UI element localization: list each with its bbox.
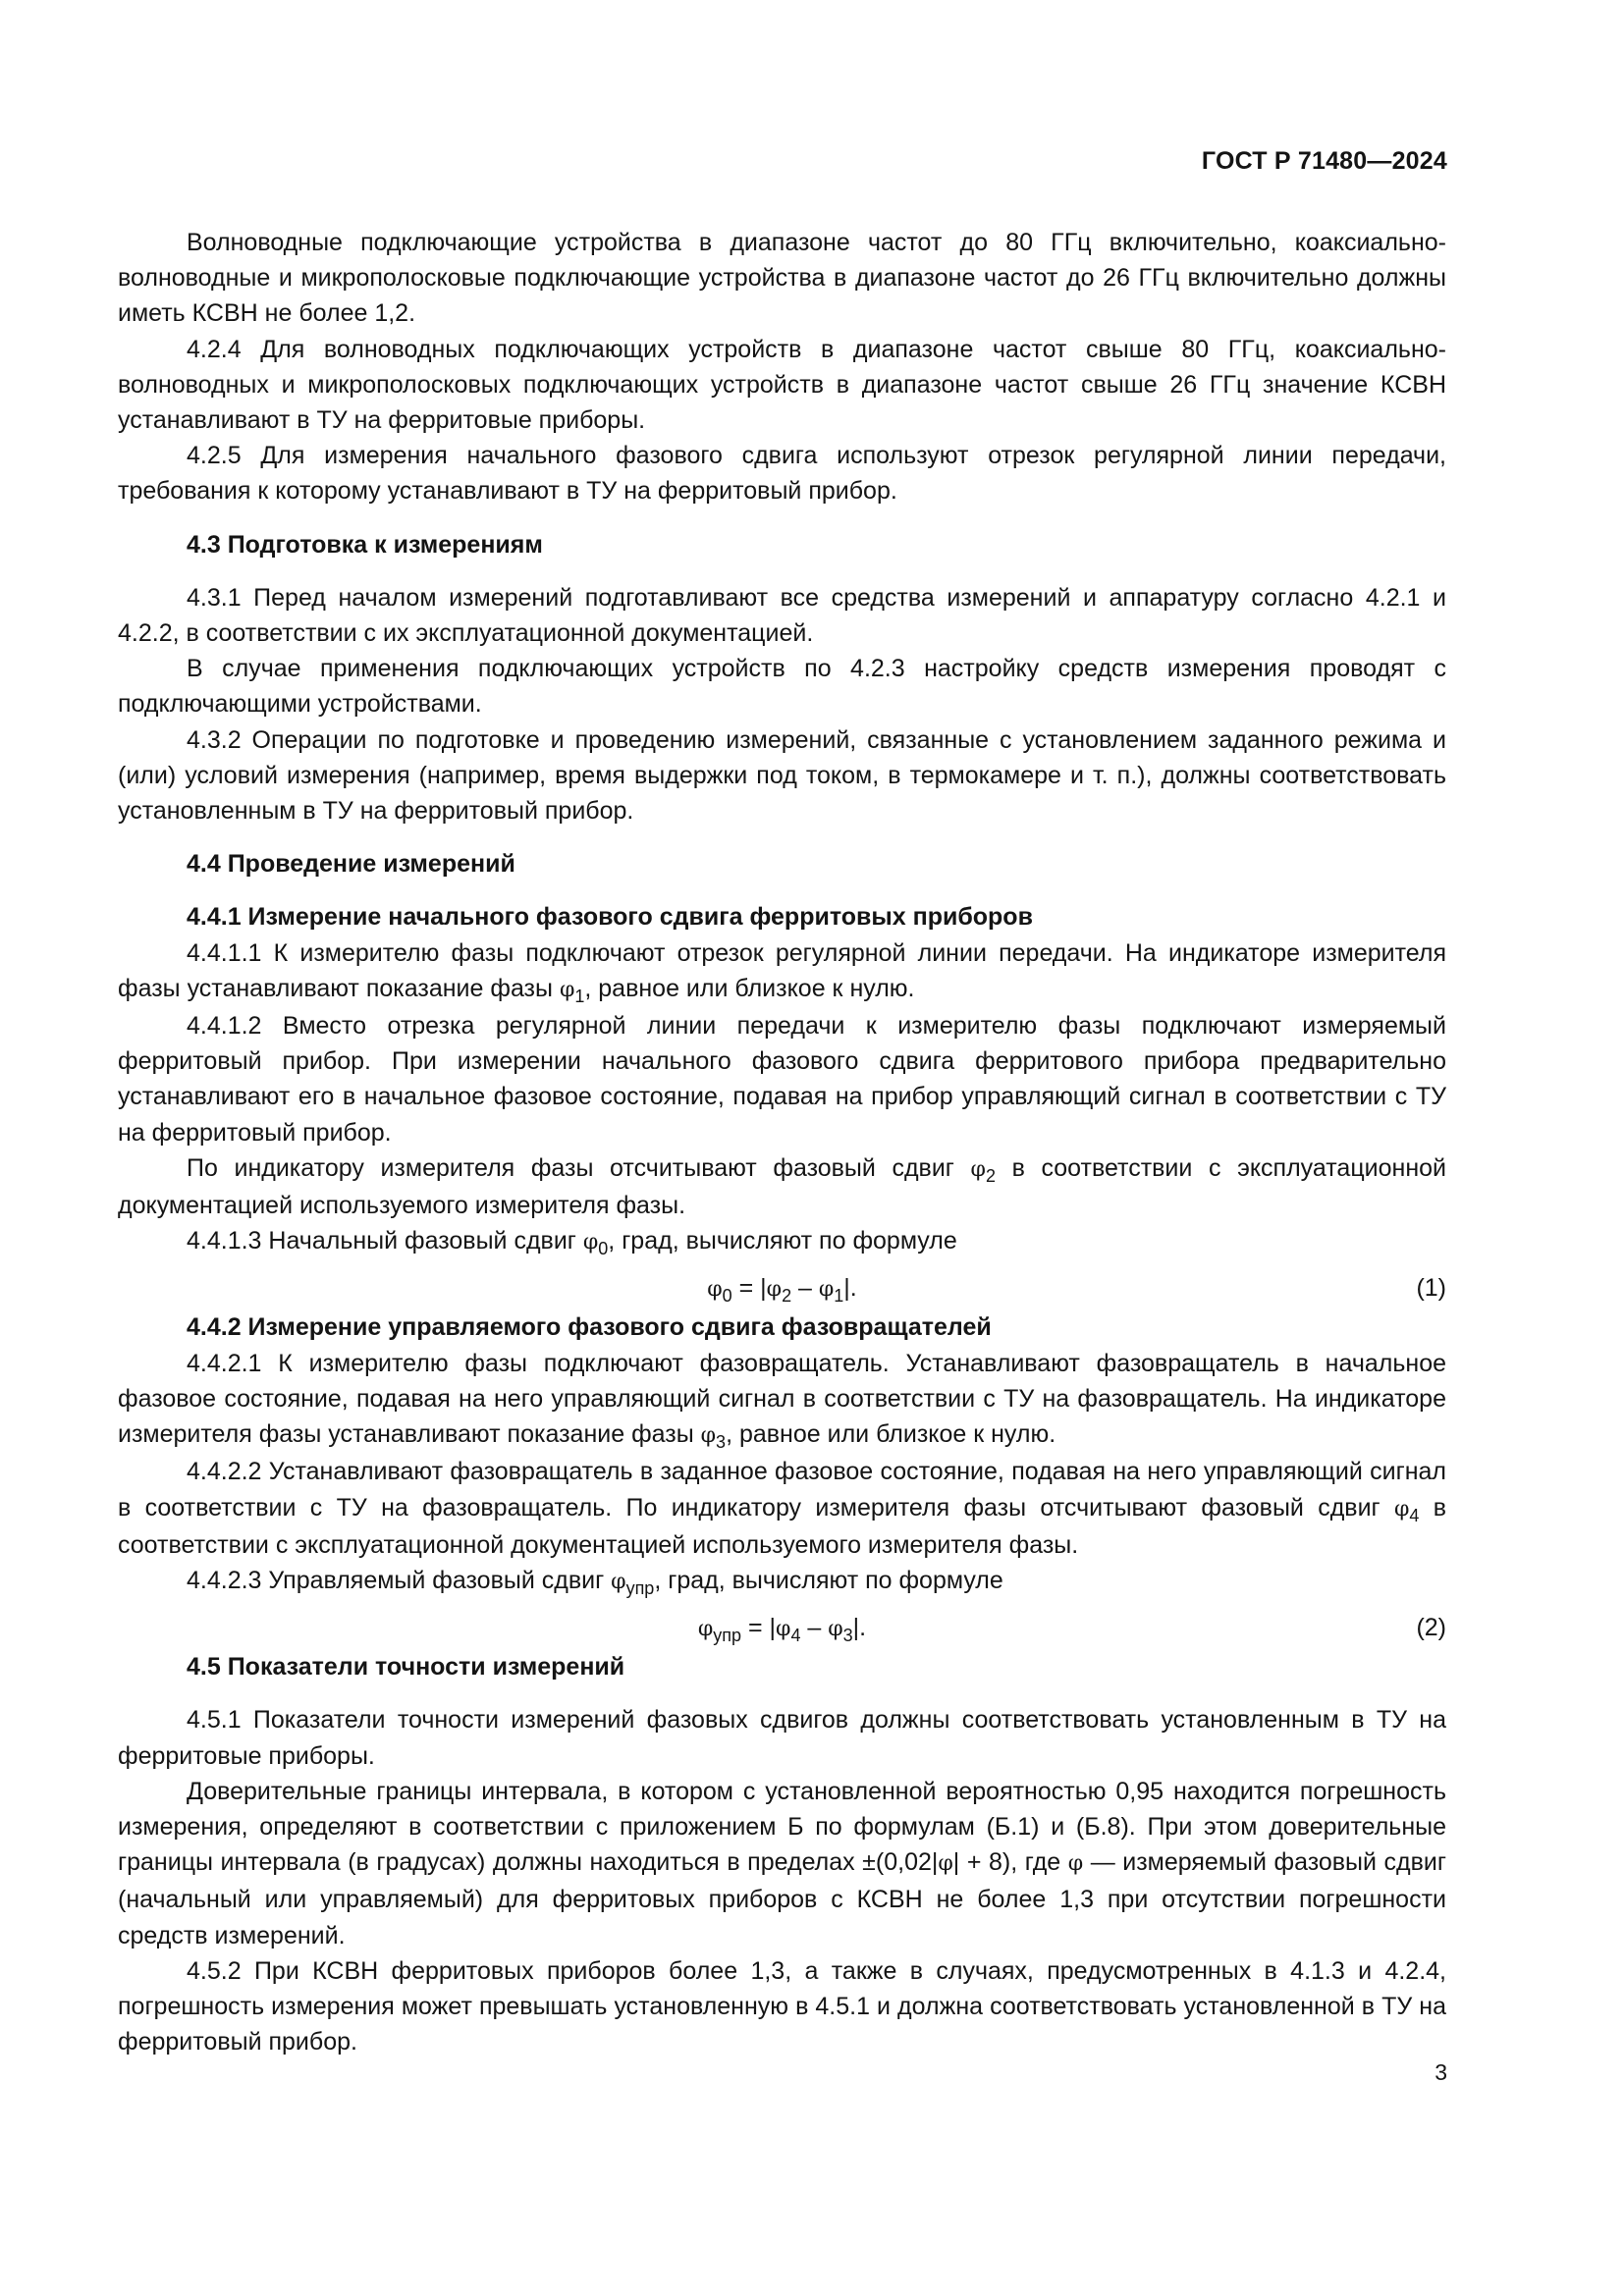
paragraph-4-4-1-3: 4.4.1.3 Начальный фазовый сдвиг $\varphi_0$, град, вычисляют по формуле <box>187 1227 957 1259</box>
subsection-heading-4-4-2: 4.4.2 Измерение управляемого фазового сдвига фазовращателей <box>187 1313 992 1342</box>
document-header: ГОСТ Р 71480—2024 <box>1201 147 1447 175</box>
paragraph-4-4-2-3: 4.4.2.3 Управляемый фазовый сдвиг $\varphi_{упр}$, град, вычисляют по формуле <box>187 1566 1003 1598</box>
paragraph-4-4-1-1: 4.4.1.1 К измерителю фазы подключают отрезок регулярной линии передачи. На индикаторе измерителя фазы устанавливают показание фазы $\varphi_1$, равное или близкое к нулю. <box>118 938 1446 1006</box>
paragraph: По индикатору измерителя фазы отсчитывают фазовый сдвиг $\varphi_2$ в соответствии с эксплуатационной документацией используемого измерителя фазы. <box>118 1153 1447 1220</box>
paragraph-4-4-1-2: 4.4.1.2 Вместо отрезка регулярной линии передачи к измерителю фазы подключают измеряемый ферритовый прибор. При измерении начального фазового сдвига ферритового прибора предварительно устанавливают его в начальное фазовое состояние, подавая на прибор управляющий сигнал в соответствии с ТУ на ферритовый прибор. <box>118 1012 1446 1147</box>
section-heading-4-4: 4.4 Проведение измерений <box>187 850 515 879</box>
paragraph-4-3-1: 4.3.1 Перед началом измерений подготавливают все средства измерений и аппаратуру согласно 4.2.1 и 4.2.2, в соответствии с их эксплуатационной документацией. <box>118 583 1446 648</box>
formula-1-expression: $\varphi_0 = |\varphi_2 - \varphi_1|$. <box>707 1274 857 1307</box>
paragraph: Доверительные границы интервала, в котором с установленной вероятностью 0,95 находится погрешность измерения, определяют в соответствии с приложением Б по формулам (Б.1) и (Б.8). При этом доверительные границы интервала (в градусах) должны находиться в пределах ±(0,02|φ| + 8), где φ — измеряемый фазовый сдвиг (начальный или управляемый) для ферритовых приборов с КСВН не более 1,3 при отсутствии погрешности средств измерений. <box>118 1777 1446 1949</box>
formula-2 <box>118 1610 1446 1647</box>
paragraph-4-5-1: 4.5.1 Показатели точности измерений фазовых сдвигов должны соответствовать установленным в ТУ на ферритовые приборы. <box>118 1706 1446 1770</box>
formula-1 <box>118 1270 1446 1308</box>
paragraph-4-2-5: 4.2.5 Для измерения начального фазового сдвига используют отрезок регулярной линии передачи, требования к которому устанавливают в ТУ на ферритовый прибор. <box>118 442 1446 506</box>
paragraph: Волноводные подключающие устройства в диапазоне частот до 80 ГГц включительно, коаксиально-волноводные и микрополосковые подключающие устройства в диапазоне частот до 26 ГГц включительно должны иметь КСВН не более 1,2. <box>118 229 1446 328</box>
formula-2-expression: $\varphi_{упр} = |\varphi_4 - \varphi_3|$. <box>697 1614 867 1646</box>
section-heading-4-5: 4.5 Показатели точности измерений <box>187 1653 625 1682</box>
paragraph-4-2-4: 4.2.4 Для волноводных подключающих устройств в диапазоне частот свыше 80 ГГц, коаксиально-волноводных и микрополосковых подключающих устройств в диапазоне частот свыше 26 ГГц значение КСВН устанавливают в ТУ на ферритовые приборы. <box>118 335 1446 435</box>
paragraph-4-4-2-1: 4.4.2.1 К измерителю фазы подключают фазовращатель. Устанавливают фазовращатель в начальное фазовое состояние, подавая на него управляющий сигнал в соответствии с ТУ на фазовращатель. На индикаторе измерителя фазы устанавливают показание фазы $\varphi_3$, равное или близкое к нулю. <box>118 1349 1446 1453</box>
subsection-heading-4-4-1: 4.4.1 Измерение начального фазового сдвига ферритовых приборов <box>187 903 1033 932</box>
paragraph: В случае применения подключающих устройств по 4.2.3 настройку средств измерения проводят с подключающими устройствами. <box>118 655 1446 719</box>
section-heading-4-3: 4.3 Подготовка к измерениям <box>187 530 543 559</box>
document-body <box>118 225 1446 2059</box>
formula-1-number: (1) <box>1416 1274 1446 1303</box>
paragraph-4-5-2: 4.5.2 При КСВН ферритовых приборов более 1,3, а также в случаях, предусмотренных в 4.1.3 и 4.2.4, погрешность измерения может превышать установленную в 4.5.1 и должна соответствовать установленной в ТУ на ферритовый прибор. <box>118 1956 1446 2056</box>
page-number: 3 <box>1435 2059 1447 2085</box>
paragraph-4-4-2-2: 4.4.2.2 Устанавливают фазовращатель в заданное фазовое состояние, подавая на него управляющий сигнал в соответствии с ТУ на фазовращатель. По индикатору измерителя фазы отсчитывают фазовый сдвиг $\varphi_4$ в соответствии с эксплуатационной документацией используемого измерителя фазы. <box>118 1458 1447 1559</box>
paragraph-4-3-2: 4.3.2 Операции по подготовке и проведению измерений, связанные с установлением заданного режима и (или) условий измерения (например, время выдержки под током, в термокамере и т. п.), должны соответствовать установленным в ТУ на ферритовый прибор. <box>118 725 1446 826</box>
formula-2-number: (2) <box>1416 1614 1446 1642</box>
